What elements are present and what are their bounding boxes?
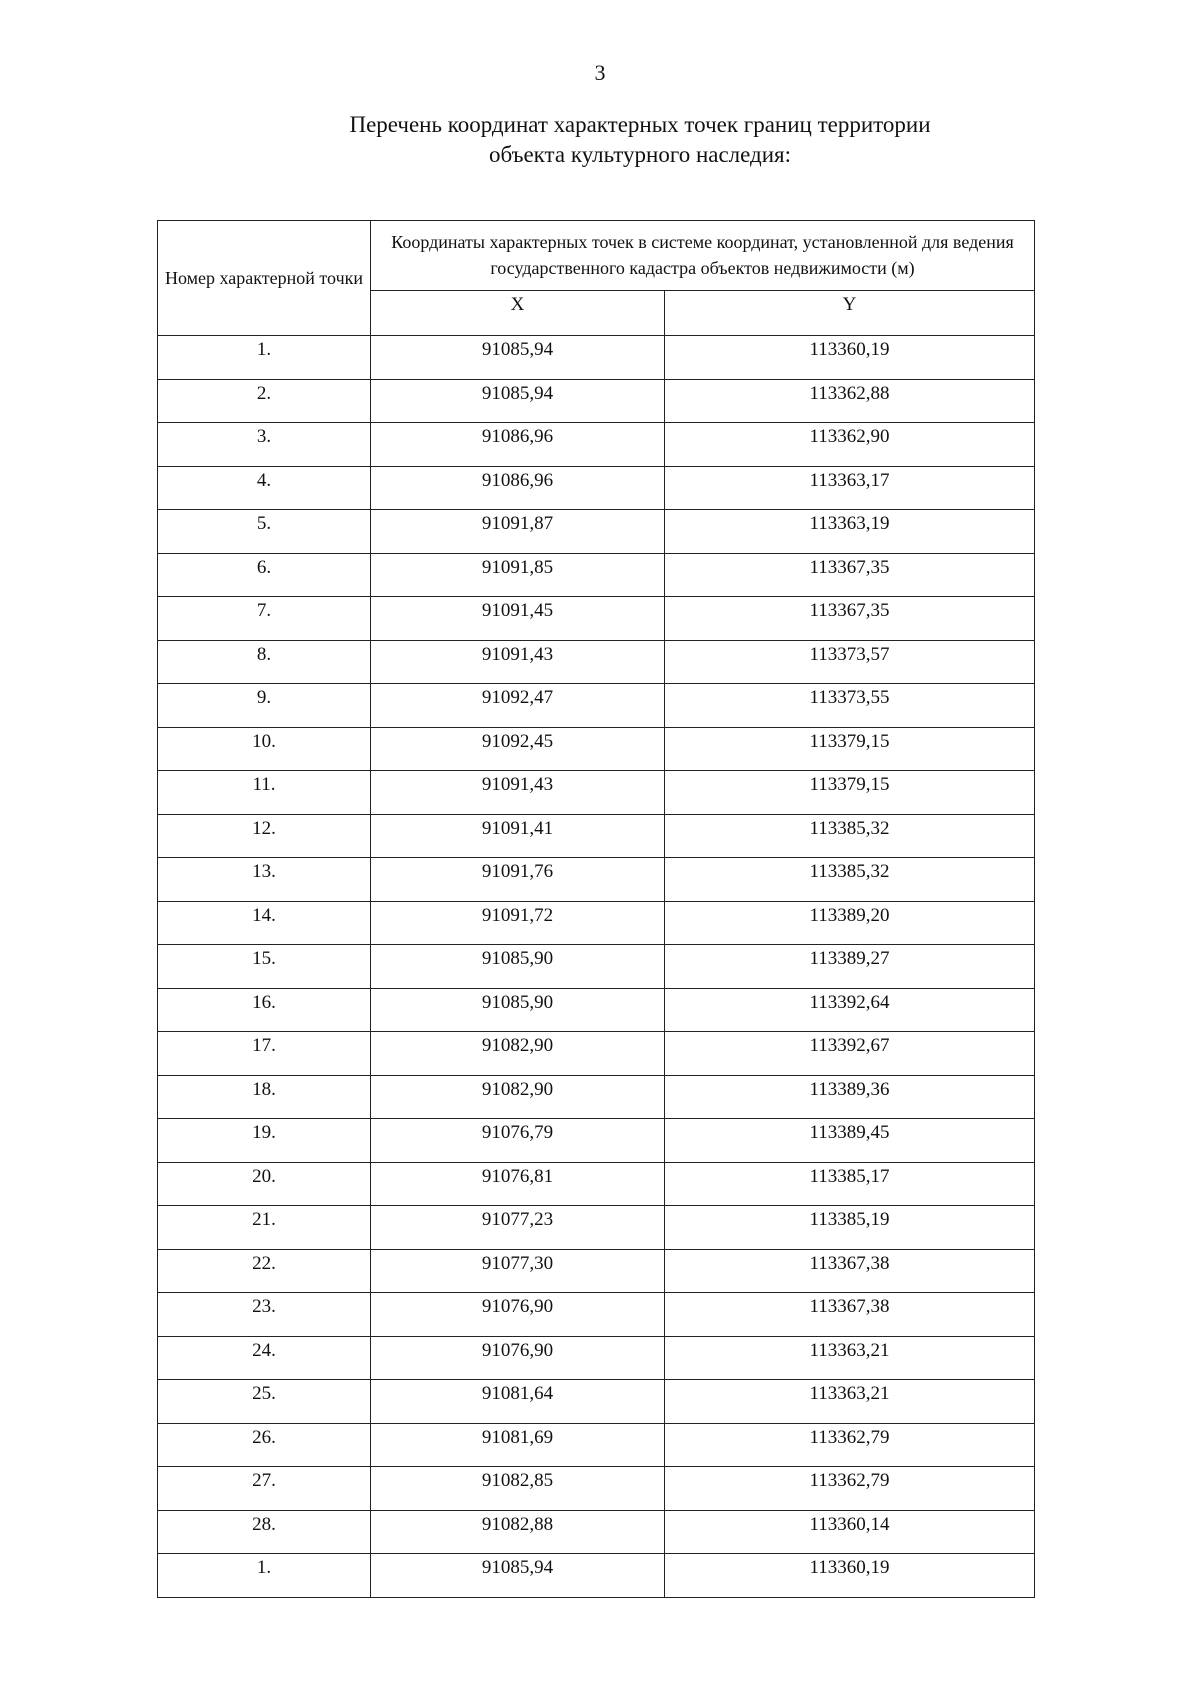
x-coordinate-cell: 91082,88: [371, 1510, 665, 1554]
table-row: [158, 1467, 1035, 1511]
header-coordinates-group: Координаты характерных точек в системе координат, установленной для ведения государственного кадастра объектов недвижимости (м): [371, 221, 1035, 291]
y-coordinate-cell: 113367,35: [665, 553, 1035, 597]
point-number-cell: 1.: [158, 336, 371, 380]
x-coordinate-cell: 91077,23: [371, 1206, 665, 1250]
x-coordinate-cell: 91082,90: [371, 1032, 665, 1076]
point-number-cell: 4.: [158, 466, 371, 510]
x-coordinate-cell: 91076,90: [371, 1336, 665, 1380]
point-number-cell: 27.: [158, 1467, 371, 1511]
table-header: [158, 221, 1035, 336]
point-number-cell: 14.: [158, 901, 371, 945]
table-row: [158, 466, 1035, 510]
y-coordinate-cell: 113385,19: [665, 1206, 1035, 1250]
y-coordinate-cell: 113389,20: [665, 901, 1035, 945]
x-coordinate-cell: 91082,85: [371, 1467, 665, 1511]
document-title: [0, 110, 1200, 170]
point-number-cell: 21.: [158, 1206, 371, 1250]
point-number-cell: 24.: [158, 1336, 371, 1380]
x-coordinate-cell: 91076,90: [371, 1293, 665, 1337]
x-coordinate-cell: 91092,47: [371, 684, 665, 728]
y-coordinate-cell: 113363,17: [665, 466, 1035, 510]
table-row: [158, 1380, 1035, 1424]
x-coordinate-cell: 91085,94: [371, 1554, 665, 1598]
x-coordinate-cell: 91086,96: [371, 466, 665, 510]
table-row: [158, 684, 1035, 728]
table-row: [158, 858, 1035, 902]
table-row: [158, 988, 1035, 1032]
coordinates-table: [157, 220, 1035, 1598]
x-coordinate-cell: 91086,96: [371, 423, 665, 467]
header-point-number: Номер характерной точки: [158, 221, 371, 336]
point-number-cell: 28.: [158, 1510, 371, 1554]
y-coordinate-cell: 113392,67: [665, 1032, 1035, 1076]
x-coordinate-cell: 91077,30: [371, 1249, 665, 1293]
point-number-cell: 19.: [158, 1119, 371, 1163]
y-coordinate-cell: 113373,57: [665, 640, 1035, 684]
y-coordinate-cell: 113360,19: [665, 336, 1035, 380]
x-coordinate-cell: 91091,72: [371, 901, 665, 945]
table-row: [158, 423, 1035, 467]
y-coordinate-cell: 113385,17: [665, 1162, 1035, 1206]
x-coordinate-cell: 91085,90: [371, 988, 665, 1032]
x-coordinate-cell: 91091,43: [371, 640, 665, 684]
table-body: [158, 336, 1035, 1598]
point-number-cell: 12.: [158, 814, 371, 858]
point-number-cell: 6.: [158, 553, 371, 597]
x-coordinate-cell: 91085,90: [371, 945, 665, 989]
table-row: [158, 727, 1035, 771]
y-coordinate-cell: 113367,38: [665, 1293, 1035, 1337]
point-number-cell: 2.: [158, 379, 371, 423]
header-y: Y: [665, 290, 1035, 335]
point-number-cell: 18.: [158, 1075, 371, 1119]
table-row: [158, 510, 1035, 554]
point-number-cell: 11.: [158, 771, 371, 815]
x-coordinate-cell: 91091,85: [371, 553, 665, 597]
table-row: [158, 1162, 1035, 1206]
y-coordinate-cell: 113367,35: [665, 597, 1035, 641]
y-coordinate-cell: 113363,21: [665, 1336, 1035, 1380]
x-coordinate-cell: 91081,69: [371, 1423, 665, 1467]
x-coordinate-cell: 91081,64: [371, 1380, 665, 1424]
y-coordinate-cell: 113373,55: [665, 684, 1035, 728]
y-coordinate-cell: 113379,15: [665, 727, 1035, 771]
table-row: [158, 640, 1035, 684]
point-number-cell: 20.: [158, 1162, 371, 1206]
table-row: [158, 1075, 1035, 1119]
table-row: [158, 1119, 1035, 1163]
point-number-cell: 1.: [158, 1554, 371, 1598]
y-coordinate-cell: 113389,27: [665, 945, 1035, 989]
title-line-2: объекта культурного наследия:: [488, 142, 792, 167]
x-coordinate-cell: 91091,41: [371, 814, 665, 858]
title-line-1: Перечень координат характерных точек границ территории: [349, 112, 931, 137]
x-coordinate-cell: 91076,81: [371, 1162, 665, 1206]
header-x: X: [371, 290, 665, 335]
x-coordinate-cell: 91091,45: [371, 597, 665, 641]
point-number-cell: 16.: [158, 988, 371, 1032]
table-row: [158, 1206, 1035, 1250]
y-coordinate-cell: 113367,38: [665, 1249, 1035, 1293]
table-row: [158, 1336, 1035, 1380]
y-coordinate-cell: 113389,45: [665, 1119, 1035, 1163]
table-row: [158, 814, 1035, 858]
table-row: [158, 1249, 1035, 1293]
y-coordinate-cell: 113385,32: [665, 814, 1035, 858]
table-row: [158, 336, 1035, 380]
point-number-cell: 10.: [158, 727, 371, 771]
x-coordinate-cell: 91076,79: [371, 1119, 665, 1163]
point-number-cell: 9.: [158, 684, 371, 728]
table-row: [158, 1032, 1035, 1076]
table-row: [158, 1510, 1035, 1554]
table-row: [158, 1423, 1035, 1467]
point-number-cell: 5.: [158, 510, 371, 554]
y-coordinate-cell: 113379,15: [665, 771, 1035, 815]
point-number-cell: 17.: [158, 1032, 371, 1076]
x-coordinate-cell: 91091,76: [371, 858, 665, 902]
x-coordinate-cell: 91091,87: [371, 510, 665, 554]
point-number-cell: 13.: [158, 858, 371, 902]
x-coordinate-cell: 91092,45: [371, 727, 665, 771]
y-coordinate-cell: 113362,88: [665, 379, 1035, 423]
y-coordinate-cell: 113363,19: [665, 510, 1035, 554]
y-coordinate-cell: 113363,21: [665, 1380, 1035, 1424]
y-coordinate-cell: 113360,14: [665, 1510, 1035, 1554]
y-coordinate-cell: 113392,64: [665, 988, 1035, 1032]
table-row: [158, 1554, 1035, 1598]
table-row: [158, 1293, 1035, 1337]
point-number-cell: 26.: [158, 1423, 371, 1467]
point-number-cell: 3.: [158, 423, 371, 467]
x-coordinate-cell: 91082,90: [371, 1075, 665, 1119]
page-number: 3: [594, 60, 606, 85]
table-row: [158, 379, 1035, 423]
y-coordinate-cell: 113362,79: [665, 1467, 1035, 1511]
point-number-cell: 8.: [158, 640, 371, 684]
y-coordinate-cell: 113362,79: [665, 1423, 1035, 1467]
point-number-cell: 23.: [158, 1293, 371, 1337]
y-coordinate-cell: 113360,19: [665, 1554, 1035, 1598]
y-coordinate-cell: 113362,90: [665, 423, 1035, 467]
table-row: [158, 553, 1035, 597]
y-coordinate-cell: 113385,32: [665, 858, 1035, 902]
y-coordinate-cell: 113389,36: [665, 1075, 1035, 1119]
point-number-cell: 7.: [158, 597, 371, 641]
x-coordinate-cell: 91091,43: [371, 771, 665, 815]
point-number-cell: 22.: [158, 1249, 371, 1293]
point-number-cell: 15.: [158, 945, 371, 989]
table-row: [158, 945, 1035, 989]
point-number-cell: 25.: [158, 1380, 371, 1424]
x-coordinate-cell: 91085,94: [371, 336, 665, 380]
x-coordinate-cell: 91085,94: [371, 379, 665, 423]
table-row: [158, 771, 1035, 815]
table-row: [158, 597, 1035, 641]
table-row: [158, 901, 1035, 945]
